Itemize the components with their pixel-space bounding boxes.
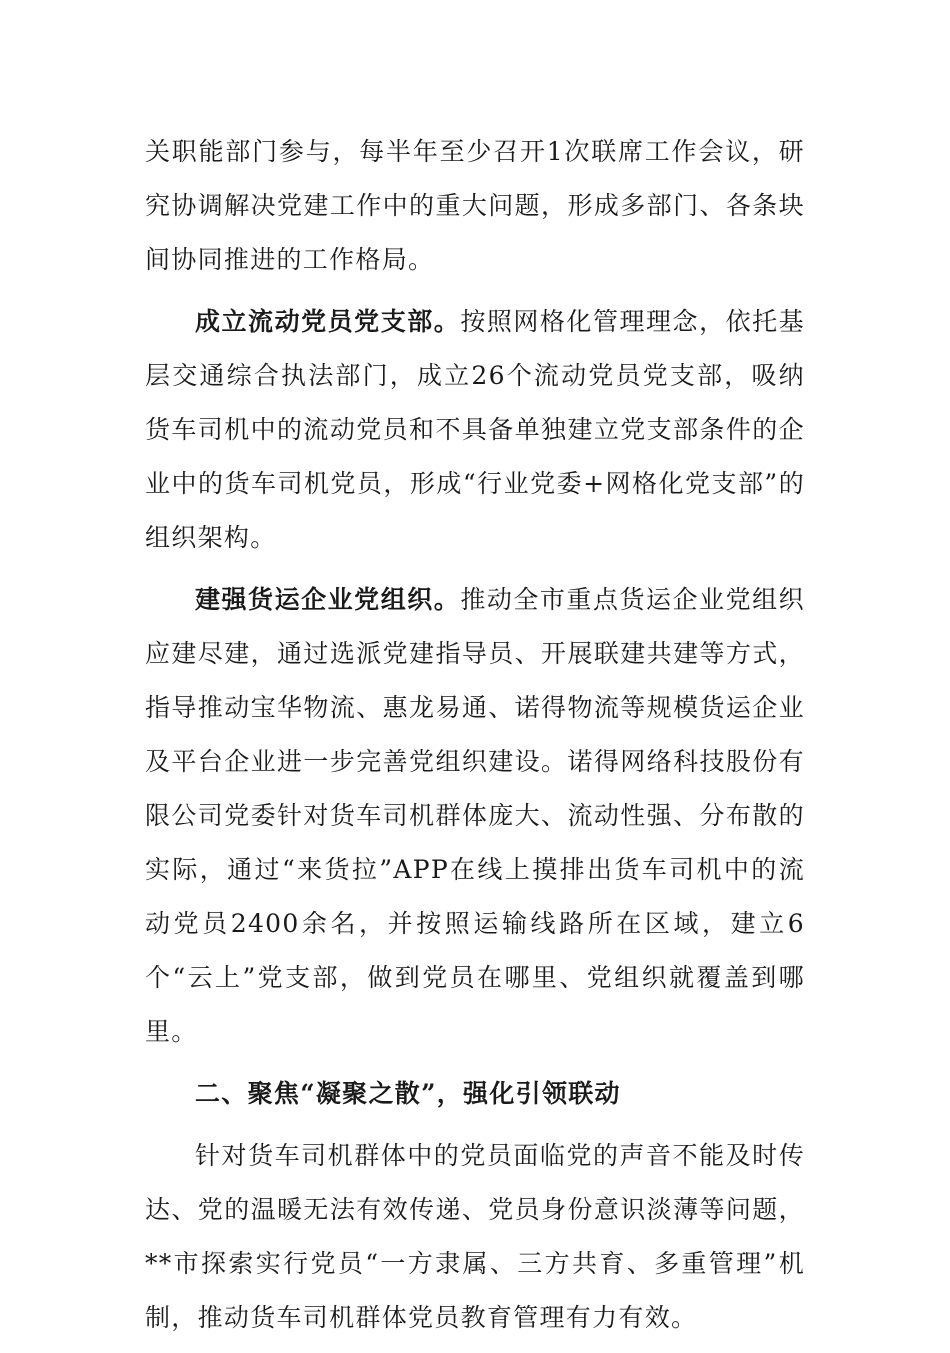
paragraph-freight-enterprise bbox=[145, 573, 805, 1059]
paragraph-section-intro bbox=[145, 1129, 805, 1345]
paragraph-text: 按照网格化管理理念，依托基层交通综合执法部门，成立26个流动党员党支部，吸纳货车司机中的流动党员和不具备单独建立党支部条件的企业中的货车司机党员，形成“行业党委+网格化党支部”的组织架构。 bbox=[145, 307, 805, 552]
paragraph-lead-heading: 建强货运企业党组织。 bbox=[195, 585, 461, 614]
section-heading: 二、聚焦“凝聚之散”，强化引领联动 bbox=[195, 1079, 621, 1108]
paragraph-text: 推动全市重点货运企业党组织应建尽建，通过选派党建指导员、开展联建共建等方式，指导推动宝华物流、惠龙易通、诺得物流等规模货运企业及平台企业进一步完善党组织建设。诺得网络科技股份有限公司党委针对货车司机群体庞大、流动性强、分布散的实际，通过“来货拉”APP在线上摸排出货车司机中的流动党员2400余名，并按照运输线路所在区域，建立6个“云上”党支部，做到党员在哪里、党组织就覆盖到哪里。 bbox=[145, 585, 805, 1046]
paragraph-lead-heading: 成立流动党员党支部。 bbox=[195, 307, 461, 336]
paragraph-text: 针对货车司机群体中的党员面临党的声音不能及时传达、党的温暖无法有效传递、党员身份意识淡薄等问题，**市探索实行党员“一方隶属、三方共育、多重管理”机制，推动货车司机群体党员教育管理有力有效。 bbox=[145, 1141, 805, 1332]
paragraph-flowing-party-branch bbox=[145, 295, 805, 565]
document-body bbox=[145, 125, 805, 1353]
paragraph-continuation bbox=[145, 125, 805, 287]
paragraph-text: 关职能部门参与，每半年至少召开1次联席工作会议，研究协调解决党建工作中的重大问题，形成多部门、各条块间协同推进的工作格局。 bbox=[145, 137, 805, 274]
